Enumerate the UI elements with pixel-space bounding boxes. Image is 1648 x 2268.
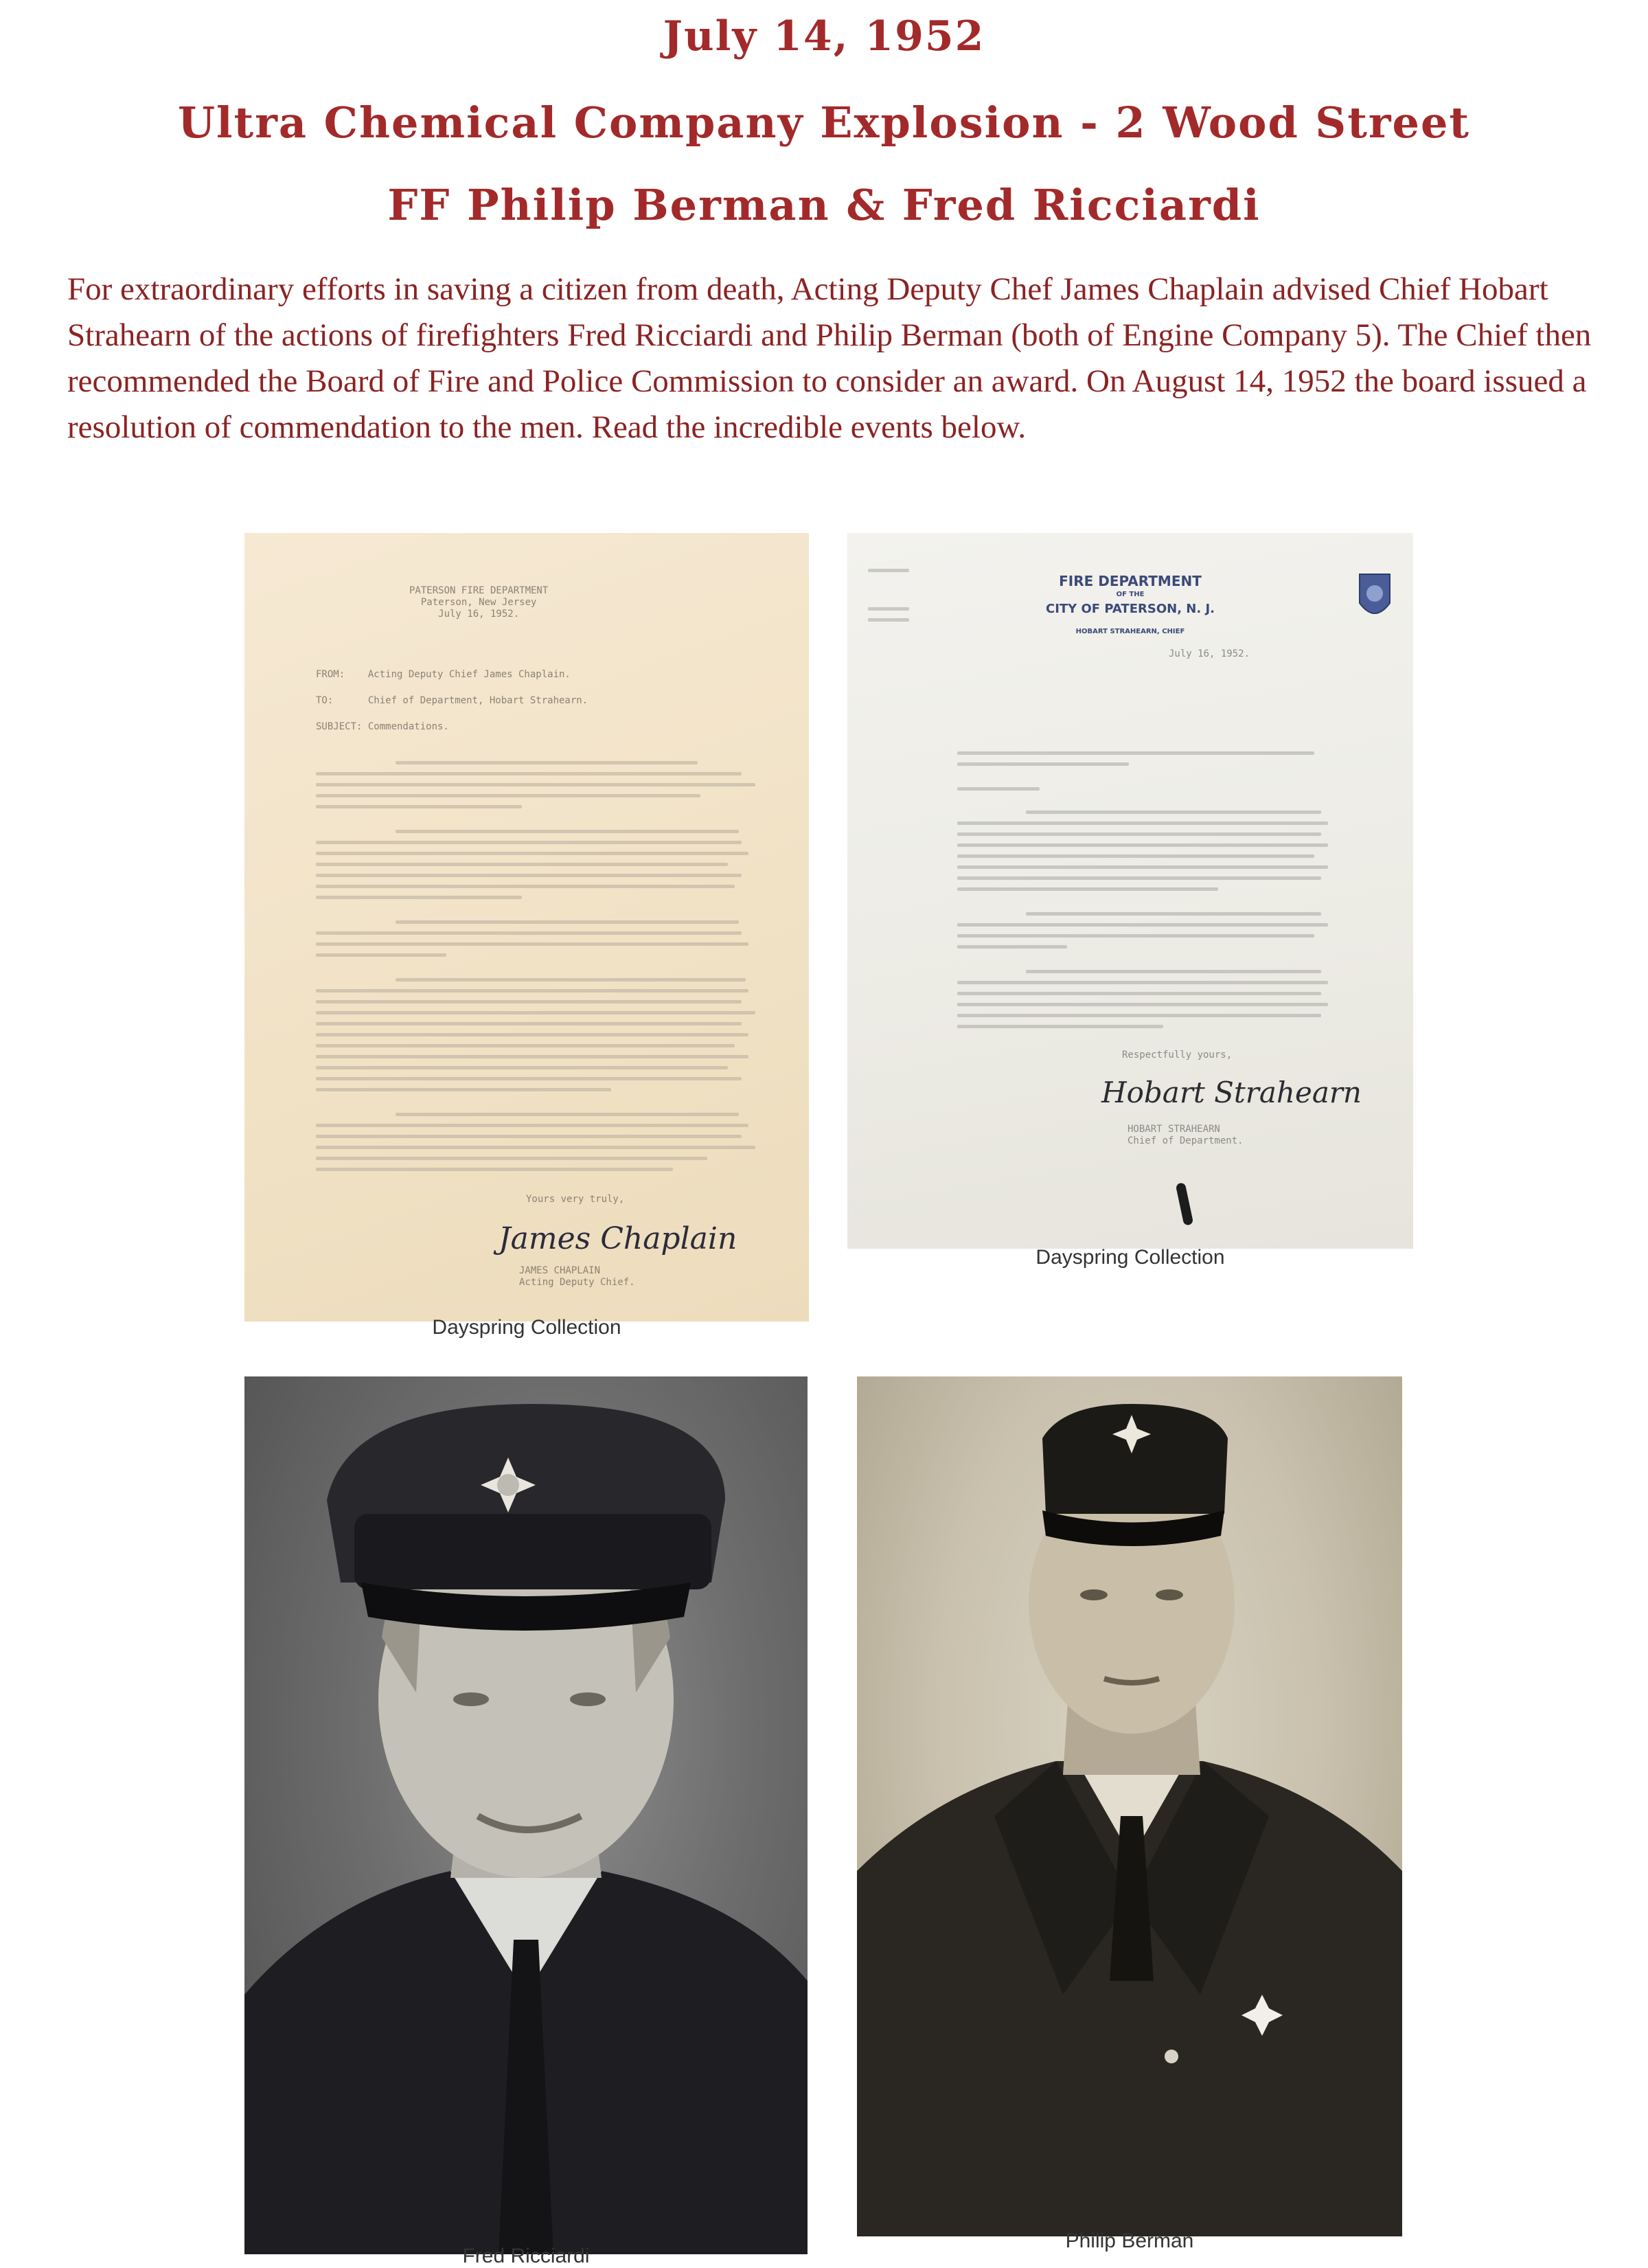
letter1-header: PATERSON FIRE DEPARTMENT Paterson, New Jersey July 16, 1952. [409, 585, 549, 620]
fred-ricciardi-photo [244, 1376, 808, 2254]
intro-paragraph: For extraordinary efforts in saving a citizen from death, Acting Deputy Chef James Chaplain advised Chief Hobart Strahearn of the actions of firefighters Fred Ricciardi and Philip Berman (both of Engine Company 5). The Chief then recommended the Board of Fire and Police Commission to consider an award. On August 14, 1952 the board issued a resolution of commendation to the men. Read the incredible events below. [67, 271, 1592, 445]
letterhead-chief: HOBART STRAHEARN, CHIEF [1075, 628, 1185, 635]
letter-chaplain-image [244, 533, 809, 1322]
page-date-heading: July 14, 1952 [663, 12, 985, 60]
letter1-subject: SUBJECT: Commendations. [316, 721, 449, 732]
letter1-signature-block: JAMES CHAPLAIN Acting Deputy Chief. [519, 1265, 635, 1288]
letter2-signature: Hobart Strahearn [1101, 1076, 1362, 1109]
letter1-from: FROM: Acting Deputy Chief James Chaplain. [316, 669, 571, 680]
letter2-date: July 16, 1952. [1169, 648, 1250, 659]
city-seal-icon [1355, 569, 1394, 625]
letter1-to: TO: Chief of Department, Hobart Strahearn. [316, 695, 588, 706]
letterhead-dept: FIRE DEPARTMENT [1059, 573, 1202, 589]
fred-ricciardi-portrait [244, 1376, 808, 2254]
letter1-closing: Yours very truly, [526, 1194, 625, 1205]
ink-mark [1176, 1182, 1194, 1226]
philip-berman-portrait [857, 1376, 1402, 2236]
letter-strahearn-image [847, 533, 1413, 1249]
letter2-signature-block: HOBART STRAHEARN Chief of Department. [1128, 1124, 1244, 1146]
letterhead-city: CITY OF PATERSON, N. J. [1046, 602, 1215, 616]
letter2-caption: Dayspring Collection [1035, 1246, 1225, 1269]
letter1-signature: James Chaplain [499, 1221, 737, 1256]
philip-berman-photo [857, 1376, 1402, 2236]
letter2-closing: Respectfully yours, [1122, 1050, 1233, 1061]
event-heading: Ultra Chemical Company Explosion - 2 Wood Street [177, 98, 1471, 148]
photo1-caption: Fred Ricciardi [462, 2245, 590, 2267]
letterhead-of-the: OF THE [1116, 591, 1145, 598]
letter1-caption: Dayspring Collection [432, 1316, 621, 1339]
photo2-caption: Philip Berman [1065, 2230, 1194, 2252]
firefighter-names-heading: FF Philip Berman & Fred Ricciardi [387, 180, 1261, 230]
